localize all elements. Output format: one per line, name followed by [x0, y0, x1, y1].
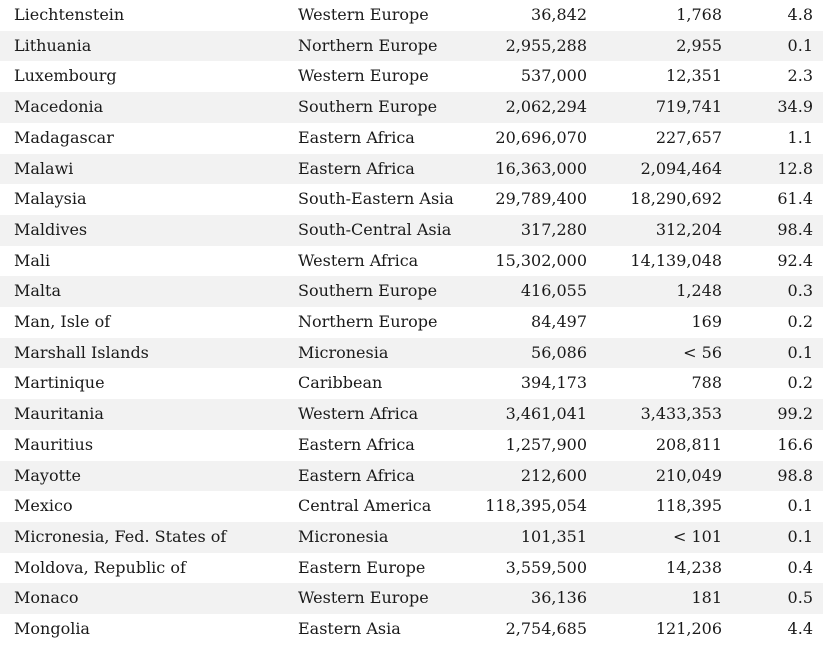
- table-row: [0, 0, 823, 31]
- percent-cell: 0.5: [730, 583, 823, 614]
- country-cell: Madagascar: [14, 127, 114, 147]
- region-cell: Western Africa: [298, 250, 419, 270]
- table-row: [0, 61, 823, 92]
- country-cell: Micronesia, Fed. States of: [0, 522, 285, 553]
- region-cell: Southern Europe: [285, 92, 475, 123]
- country-cell: Luxembourg: [14, 66, 117, 86]
- percent-cell: 12.8: [730, 154, 823, 185]
- region-cell: Eastern Africa: [285, 461, 475, 492]
- percent-cell: 98.8: [730, 461, 823, 492]
- country-cell: Man, Isle of: [14, 312, 111, 332]
- muslim-population-cell: 312,204: [595, 215, 730, 246]
- table-row: [0, 399, 823, 430]
- population-cell: 16,363,000: [475, 154, 595, 185]
- muslim-population-cell: 788: [691, 373, 722, 393]
- muslim-population-cell: 2,094,464: [595, 154, 730, 185]
- muslim-population-cell: 121,206: [655, 619, 722, 639]
- country-cell: Monaco: [0, 583, 285, 614]
- muslim-population-cell: 181: [595, 583, 730, 614]
- country-cell: Maldives: [0, 215, 285, 246]
- region-cell: South-Central Asia: [285, 215, 475, 246]
- population-cell: 416,055: [475, 276, 595, 307]
- population-cell: 36,842: [531, 5, 587, 24]
- region-cell: Eastern Africa: [298, 127, 415, 147]
- population-cell: 212,600: [475, 461, 595, 492]
- muslim-population-cell: 14,139,048: [630, 250, 722, 270]
- table-row: [0, 307, 823, 338]
- percent-cell: 34.9: [730, 92, 823, 123]
- region-cell: Caribbean: [298, 373, 383, 393]
- muslim-population-cell: 1,768: [676, 5, 722, 24]
- muslim-population-cell: 18,290,692: [630, 189, 722, 209]
- country-cell: Malaysia: [14, 189, 87, 209]
- region-cell: Western Europe: [285, 583, 475, 614]
- muslim-population-cell: 227,657: [655, 127, 722, 147]
- country-cell: Mayotte: [0, 461, 285, 492]
- table-row: [0, 31, 823, 62]
- country-cell: Malawi: [0, 154, 285, 185]
- table-row: [0, 338, 823, 369]
- population-cell: 20,696,070: [495, 127, 587, 147]
- table-row: [0, 583, 823, 614]
- region-cell: Eastern Europe: [298, 557, 426, 577]
- table-row: [0, 553, 823, 584]
- percent-cell: 0.3: [730, 276, 823, 307]
- muslim-population-cell: 14,238: [666, 557, 722, 577]
- country-cell: Mexico: [14, 496, 73, 516]
- muslim-population-cell: 2,955: [595, 31, 730, 62]
- population-cell: 317,280: [475, 215, 595, 246]
- country-cell: Liechtenstein: [14, 5, 125, 24]
- country-cell: Mongolia: [14, 619, 90, 639]
- muslim-population-cell: 208,811: [655, 434, 722, 454]
- region-cell: Eastern Asia: [298, 619, 401, 639]
- country-cell: Malta: [0, 276, 285, 307]
- percent-cell: 0.2: [787, 312, 813, 332]
- percent-cell: 0.1: [730, 338, 823, 369]
- population-cell: 29,789,400: [495, 189, 587, 209]
- population-cell: 2,062,294: [475, 92, 595, 123]
- muslim-population-cell: 12,351: [666, 66, 722, 86]
- region-cell: Eastern Africa: [298, 434, 415, 454]
- region-cell: Northern Europe: [285, 31, 475, 62]
- table-row: [0, 491, 823, 522]
- percent-cell: 4.4: [787, 619, 813, 639]
- region-cell: Western Africa: [285, 399, 475, 430]
- muslim-population-cell: 210,049: [595, 461, 730, 492]
- percent-cell: 1.1: [787, 127, 813, 147]
- table-row: [0, 461, 823, 492]
- table-row: [0, 614, 823, 645]
- population-cell: 537,000: [520, 66, 587, 86]
- percent-cell: 0.2: [787, 373, 813, 393]
- table-row: [0, 184, 823, 215]
- percent-cell: 0.1: [787, 496, 813, 516]
- country-cell: Mauritania: [0, 399, 285, 430]
- muslim-population-cell: 118,395: [655, 496, 722, 516]
- region-cell: Micronesia: [285, 522, 475, 553]
- muslim-population-cell: 169: [691, 312, 722, 332]
- population-cell: 394,173: [520, 373, 587, 393]
- muslim-population-cell: 1,248: [595, 276, 730, 307]
- country-cell: Moldova, Republic of: [14, 557, 186, 577]
- region-cell: Southern Europe: [285, 276, 475, 307]
- region-cell: Micronesia: [285, 338, 475, 369]
- table-row: [0, 154, 823, 185]
- region-cell: Western Europe: [298, 5, 429, 24]
- percent-cell: 4.8: [787, 5, 813, 24]
- population-cell: 56,086: [475, 338, 595, 369]
- country-cell: Macedonia: [0, 92, 285, 123]
- population-cell: 1,257,900: [505, 434, 587, 454]
- population-cell: 118,395,054: [485, 496, 587, 516]
- region-cell: Western Europe: [298, 66, 429, 86]
- percent-cell: 0.1: [730, 522, 823, 553]
- muslim-population-cell: 3,433,353: [595, 399, 730, 430]
- country-cell: Mali: [14, 250, 51, 270]
- table-row: [0, 368, 823, 399]
- percent-cell: 0.4: [787, 557, 813, 577]
- population-cell: 2,955,288: [475, 31, 595, 62]
- population-cell: 36,136: [475, 583, 595, 614]
- muslim-population-cell: 719,741: [595, 92, 730, 123]
- population-cell: 15,302,000: [495, 250, 587, 270]
- muslim-population-cell: < 56: [595, 338, 730, 369]
- table-row: [0, 430, 823, 461]
- region-cell: South-Eastern Asia: [298, 189, 454, 209]
- country-cell: Lithuania: [0, 31, 285, 62]
- population-cell: 101,351: [475, 522, 595, 553]
- percent-cell: 16.6: [777, 434, 813, 454]
- population-cell: 3,461,041: [475, 399, 595, 430]
- percent-cell: 92.4: [777, 250, 813, 270]
- country-cell: Martinique: [14, 373, 105, 393]
- region-cell: Central America: [298, 496, 432, 516]
- table-row: [0, 522, 823, 553]
- table-row: [0, 215, 823, 246]
- table-row: [0, 123, 823, 154]
- region-cell: Northern Europe: [298, 312, 438, 332]
- population-cell: 3,559,500: [505, 557, 587, 577]
- percent-cell: 99.2: [730, 399, 823, 430]
- muslim-population-cell: < 101: [595, 522, 730, 553]
- percent-cell: 98.4: [730, 215, 823, 246]
- percent-cell: 0.1: [730, 31, 823, 62]
- table-row: [0, 92, 823, 123]
- percent-cell: 61.4: [777, 189, 813, 209]
- country-cell: Mauritius: [14, 434, 94, 454]
- population-cell: 2,754,685: [505, 619, 587, 639]
- percent-cell: 2.3: [787, 66, 813, 86]
- population-cell: 84,497: [531, 312, 587, 332]
- table-row: [0, 276, 823, 307]
- country-cell: Marshall Islands: [0, 338, 285, 369]
- region-cell: Eastern Africa: [285, 154, 475, 185]
- table-row: [0, 246, 823, 277]
